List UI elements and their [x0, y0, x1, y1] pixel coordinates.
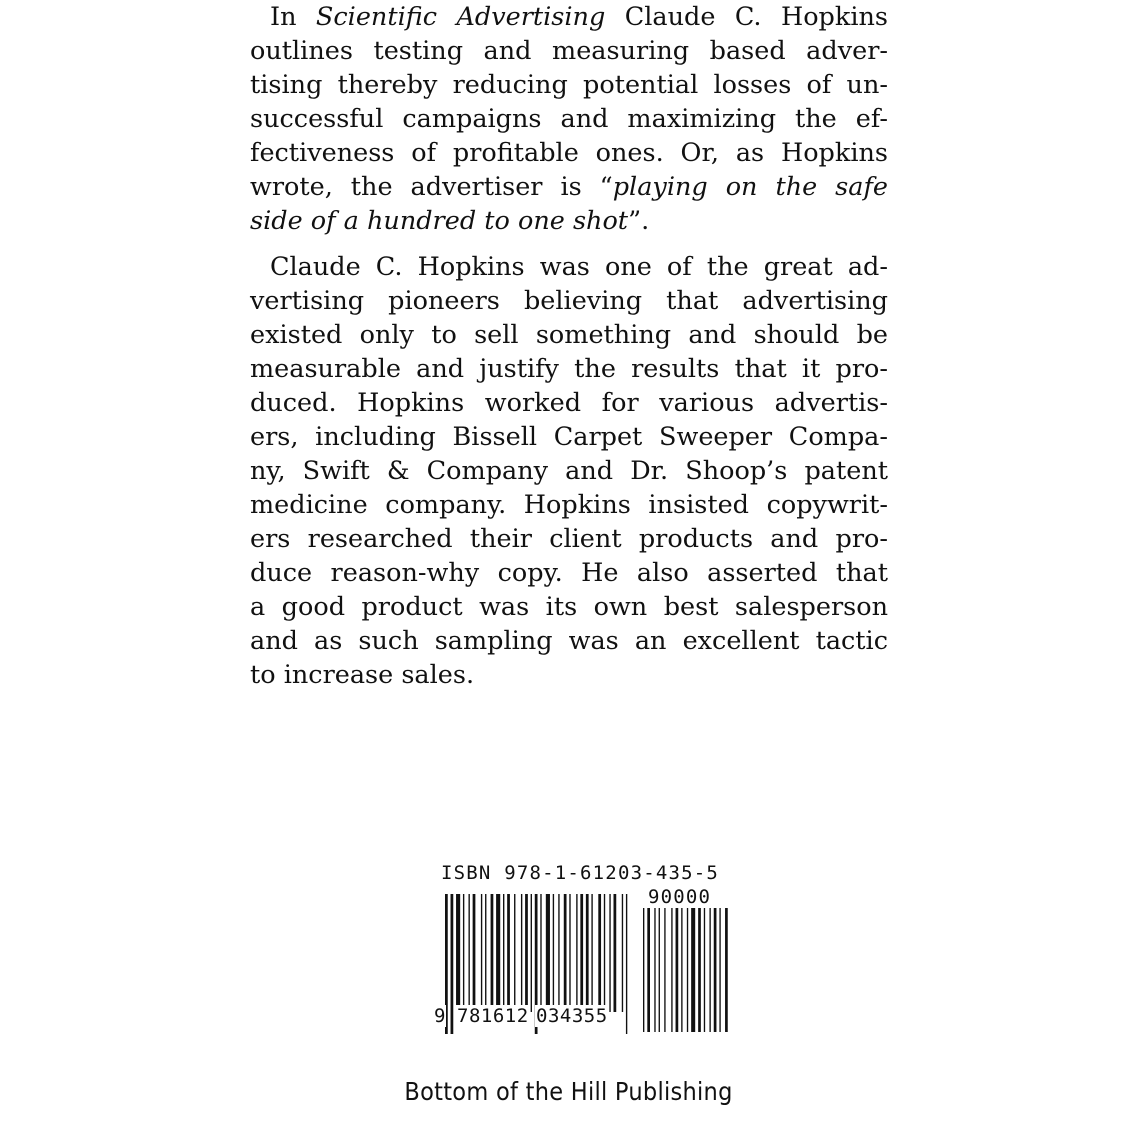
barcode-bar	[546, 894, 550, 1012]
text-span: In	[270, 2, 316, 32]
blurb-line	[250, 0, 888, 34]
blurb-line: successful campaigns and maximizing the ef-	[250, 104, 888, 134]
barcode-digits-left: 781612	[457, 1005, 529, 1027]
barcode-bar	[580, 894, 583, 1012]
blurb-line	[250, 204, 888, 238]
blurb-line: duce reason-why copy. He also asserted that	[250, 558, 888, 588]
barcode-bar	[491, 894, 494, 1012]
blurb-line: existed only to sell something and should be	[250, 320, 888, 350]
barcode-bar	[604, 894, 605, 1012]
barcode-bar	[521, 894, 522, 1012]
barcode-bar	[496, 894, 500, 1012]
blurb-text	[250, 0, 888, 692]
barcode-bar	[503, 894, 504, 1012]
barcode-bar	[622, 894, 623, 1012]
blurb-line: medicine company. Hopkins insisted copywrit-	[250, 490, 888, 520]
barcode-bar	[514, 894, 515, 1012]
blurb-line: measurable and justify the results that it pro-	[250, 354, 888, 384]
blurb-paragraph-1	[250, 0, 888, 238]
barcode-addon-bar	[719, 908, 720, 1032]
barcode-bar	[540, 894, 541, 1012]
barcode-bar	[553, 894, 554, 1012]
barcode-addon-bar	[643, 908, 644, 1032]
barcode-bar	[451, 894, 454, 1034]
barcode-bar	[569, 894, 570, 1012]
barcode-bar	[473, 894, 476, 1012]
blurb-line: a good product was its own best salesperson	[250, 592, 888, 622]
price-code: 90000	[648, 886, 712, 908]
isbn-label: ISBN 978-1-61203-435-5	[441, 862, 720, 884]
barcode-bar	[485, 894, 486, 1012]
text-span: wrote, the advertiser is “	[250, 172, 613, 202]
barcode-bar	[468, 894, 469, 1012]
barcode-bar	[598, 894, 601, 1012]
barcode-addon-bar	[687, 908, 688, 1032]
paragraph-gap	[250, 238, 888, 250]
barcode-bar	[481, 894, 482, 1012]
blurb-line: tising thereby reducing potential losses of un-	[250, 70, 888, 100]
blurb-line: to increase sales.	[250, 660, 475, 690]
blurb-line: fectiveness of profitable ones. Or, as Hopkins	[250, 138, 888, 168]
blurb-line	[250, 170, 888, 204]
barcode-bar	[558, 894, 559, 1012]
quote-italic: side of a hundred to one shot	[250, 206, 629, 236]
barcode-addon-bar	[654, 908, 655, 1032]
quote-italic: playing on the safe	[612, 172, 888, 202]
blurb-line: and as such sampling was an excellent tactic	[250, 626, 888, 656]
blurb-line: duced. Hopkins worked for various advertis-	[250, 388, 888, 418]
barcode-bar	[576, 894, 577, 1012]
barcode-bar	[609, 894, 610, 1012]
blurb-line: ers researched their client products and pro-	[250, 524, 888, 554]
blurb-line: Claude C. Hopkins was one of the great ad-	[270, 252, 888, 282]
publisher-name: Bottom of the Hill Publishing	[404, 1077, 733, 1106]
text-span: ”.	[628, 206, 650, 236]
blurb-line: outlines testing and measuring based adver-	[250, 36, 888, 66]
barcode-addon-bar	[676, 908, 679, 1032]
text-span: Claude C. Hopkins	[605, 2, 888, 32]
barcode-addon-bar	[704, 908, 705, 1032]
barcode-bar	[531, 894, 532, 1012]
barcode-addon-bar	[709, 908, 710, 1032]
barcode-bar	[586, 894, 589, 1012]
barcode-digit-lead: 9	[434, 1005, 446, 1027]
blurb-line: vertising pioneers believing that advertising	[250, 286, 888, 316]
barcode-addon-bar	[647, 908, 650, 1032]
barcode-addon-bar	[681, 908, 682, 1032]
barcode-bar	[463, 894, 464, 1012]
barcode-addon-bar	[698, 908, 701, 1032]
barcode-bar	[614, 894, 617, 1012]
barcode-bar	[456, 894, 460, 1012]
barcode-addon-bar	[725, 908, 728, 1032]
book-title-italic: Scientific Advertising	[315, 2, 606, 32]
barcode-addon-bar	[714, 908, 717, 1032]
barcode-addon-bar	[691, 908, 695, 1032]
barcode-addon-bar	[664, 908, 665, 1032]
barcode-bar	[626, 894, 627, 1034]
barcode-bar	[564, 894, 567, 1012]
blurb-paragraph-2	[250, 250, 888, 692]
barcode-digits-right: 034355	[536, 1005, 608, 1027]
barcode-addon-bar	[659, 908, 660, 1032]
barcode-bar	[525, 894, 528, 1012]
barcode-addon-bar	[671, 908, 672, 1032]
barcode-bar	[507, 894, 510, 1012]
barcode-bar	[591, 894, 592, 1012]
blurb-line: ers, including Bissell Carpet Sweeper Compa-	[250, 422, 888, 452]
blurb-line: ny, Swift & Company and Dr. Shoop’s patent	[250, 456, 888, 486]
